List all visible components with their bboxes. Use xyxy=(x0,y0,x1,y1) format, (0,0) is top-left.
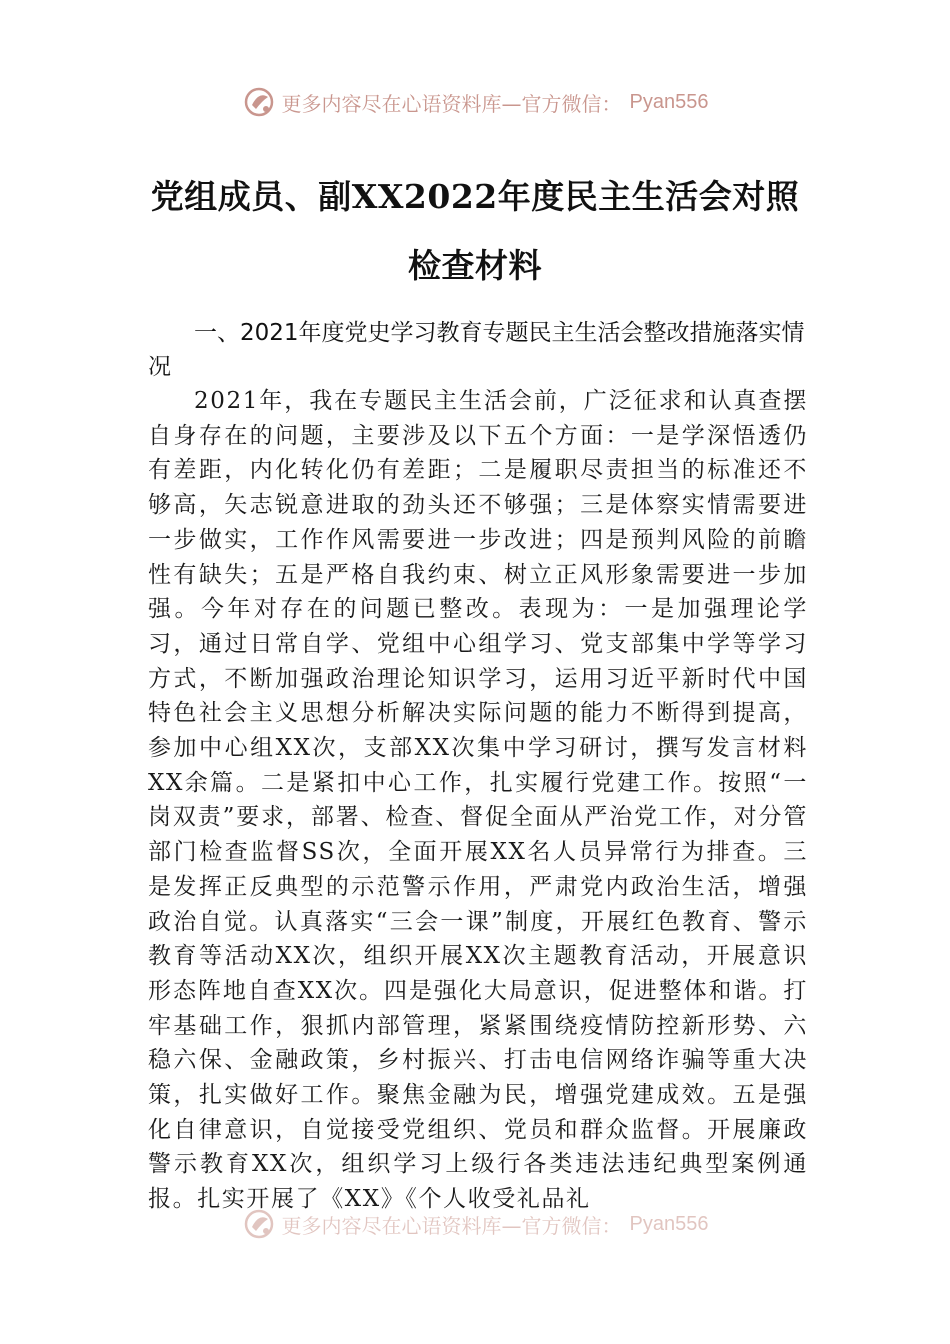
watermark-footer xyxy=(0,1204,950,1244)
document-title-line-2: 检查材料 xyxy=(408,246,542,285)
watermark-text: 更多内容尽在心语资料库—官方微信： xyxy=(281,1213,622,1238)
watermark-header xyxy=(0,82,950,122)
watermark-text: 更多内容尽在心语资料库—官方微信： xyxy=(281,91,622,116)
logo-icon xyxy=(242,85,276,119)
watermark-wechat: Pyan556 xyxy=(629,1212,709,1235)
watermark-wechat: Pyan556 xyxy=(629,90,709,113)
document-title-line-1: 党组成员、副XX2022年度民主生活会对照 xyxy=(150,177,800,216)
section-body-paragraph: 2021年，我在专题民主生活会前，广泛征求和认真查摆自身存在的问题，主要涉及以下五个方面：一是学深悟透仍有差距，内化转化仍有差距；二是履职尽责担当的标准还不够高，矢志锐意进取的劲头还不够强；三是体察实情需要进一步做实，工作作风需要进一步改进；四是预判风险的前瞻性有缺失；五是严格自我约束、树立正风形象需要进一步加强。今年对存在的问题已整改。表现为：一是加强理论学习，通过日常自学、党组中心组学习、党支部集中学等学习方式，不断加强政治理论知识学习，运用习近平新时代中国特色社会主义思想分析解决实际问题的能力不断得到提高，参加中心组XX次，支部XX次集中学习研讨，撰写发言材料XX余篇。二是紧扣中心工作，扎实履行党建工作。按照“一岗双责”要求，部署、检查、督促全面从严治党工作，对分管部门检查监督SS次，全面开展XX名人员异常行为排查。三是发挥正反典型的示范警示作用，严肃党内政治生活，增强政治自觉。认真落实“三会一课”制度，开展红色教育、警示教育等活动XX次，组织开展XX次主题教育活动，开展意识形态阵地自查XX次。四是强化大局意识，促进整体和谐。打牢基础工作，狠抓内部管理，紧紧围绕疫情防控新形势、六稳六保、金融政策，乡村振兴、打击电信网络诈骗等重大决策，扎实做好工作。聚焦金融为民，增强党建成效。五是强化自律意识，自觉接受党组织、党员和群众监督。开展廉政警示教育XX次，组织学习上级行各类违法违纪典型案例通报。扎实开展了《XX》《个人收受礼品礼 xyxy=(148,388,808,1213)
section-heading: 一、2021年度党史学习教育专题民主生活会整改措施落实情况 xyxy=(148,320,805,380)
logo-icon xyxy=(242,1207,276,1241)
